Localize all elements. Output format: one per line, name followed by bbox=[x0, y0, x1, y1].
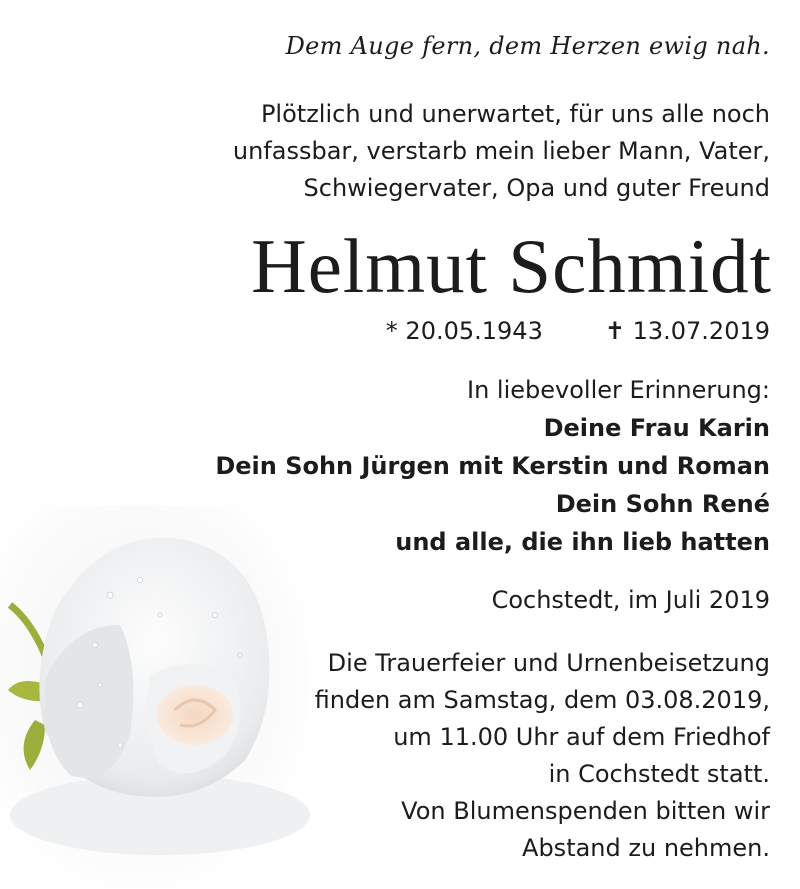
service-line: Die Trauerfeier und Urnenbeisetzung bbox=[327, 649, 770, 677]
service-line: in Cochstedt statt. bbox=[548, 760, 770, 788]
place-date: Cochstedt, im Juli 2019 bbox=[491, 586, 770, 614]
service-line: finden am Samstag, dem 03.08.2019, bbox=[314, 686, 770, 714]
mourners-block bbox=[215, 371, 770, 561]
birth-date: * 20.05.1943 bbox=[385, 317, 543, 345]
life-dates bbox=[386, 317, 770, 345]
intro-line: Plötzlich und unerwartet, für uns alle noch bbox=[260, 100, 770, 128]
service-line: Abstand zu nehmen. bbox=[522, 834, 770, 862]
intro-text bbox=[233, 96, 770, 207]
mourner-line: Deine Frau Karin bbox=[543, 414, 770, 442]
mourner-line: und alle, die ihn lieb hatten bbox=[395, 528, 770, 556]
mourner-line: Dein Sohn Jürgen mit Kerstin und Roman bbox=[215, 452, 770, 480]
service-line: um 11.00 Uhr auf dem Friedhof bbox=[393, 723, 770, 751]
white-rose-image bbox=[0, 505, 310, 889]
intro-line: Schwiegervater, Opa und guter Freund bbox=[303, 174, 770, 202]
rose-illustration bbox=[0, 505, 310, 889]
service-info bbox=[315, 645, 770, 867]
memory-label: In liebevoller Erinnerung: bbox=[467, 376, 770, 404]
deceased-name: Helmut Schmidt bbox=[251, 223, 772, 309]
intro-line: unfassbar, verstarb mein lieber Mann, Vater, bbox=[232, 137, 770, 165]
mourner-line: Dein Sohn René bbox=[555, 490, 770, 518]
service-line: Von Blumenspenden bitten wir bbox=[401, 797, 770, 825]
rose-heart bbox=[157, 685, 233, 745]
death-date: ✝ 13.07.2019 bbox=[604, 317, 770, 345]
motto: Dem Auge fern, dem Herzen ewig nah. bbox=[285, 32, 770, 60]
